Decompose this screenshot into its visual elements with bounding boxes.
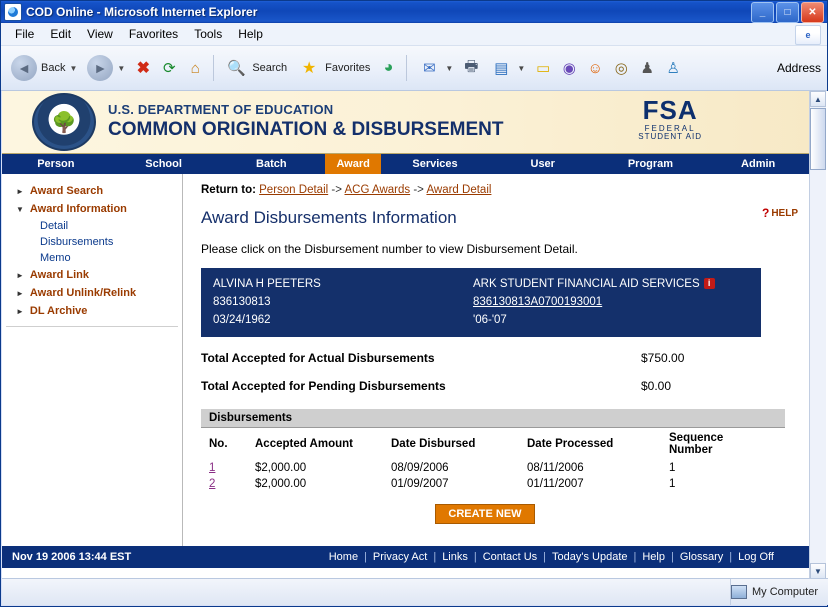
menu-edit[interactable]: Edit bbox=[50, 27, 72, 41]
nav-item-batch[interactable]: Batch bbox=[256, 158, 287, 170]
close-button[interactable]: ✕ bbox=[801, 2, 824, 23]
disbursement-number-link[interactable]: 1 bbox=[209, 462, 216, 475]
menu-view[interactable]: View bbox=[87, 27, 113, 41]
browser-toolbar bbox=[1, 46, 827, 91]
mail-button[interactable] bbox=[413, 50, 457, 86]
total-pending-label: Total Accepted for Pending Disbursements bbox=[201, 379, 446, 394]
cell-no[interactable] bbox=[201, 460, 247, 476]
disbursements-section-title: Disbursements bbox=[201, 409, 785, 428]
department-title bbox=[108, 103, 503, 140]
footer-links bbox=[329, 551, 802, 563]
footer-timestamp: Nov 19 2006 13:44 EST bbox=[12, 551, 132, 563]
col-date-disbursed: Date Disbursed bbox=[391, 438, 476, 451]
disbursement-number-link[interactable]: 2 bbox=[209, 478, 216, 491]
footer-sep: | bbox=[364, 551, 367, 563]
student-ssn: 836130813 bbox=[213, 295, 271, 308]
sidebar-item-award-link[interactable] bbox=[2, 266, 182, 284]
col-accepted-amount: Accepted Amount bbox=[255, 438, 353, 451]
cell-no[interactable] bbox=[201, 476, 247, 492]
col-sequence-number: Sequence Number bbox=[669, 432, 724, 457]
footer-link-log-off[interactable]: Log Off bbox=[738, 551, 774, 563]
scroll-down-arrow-icon[interactable]: ▼ bbox=[810, 563, 826, 579]
footer-link-links[interactable]: Links bbox=[442, 551, 468, 563]
nav-item-admin[interactable]: Admin bbox=[741, 158, 776, 170]
table-row bbox=[201, 460, 769, 476]
history-icon[interactable]: ◕ bbox=[383, 59, 394, 76]
department-seal-icon: 🌳 bbox=[32, 93, 96, 151]
chevron-down-icon[interactable]: ▼ bbox=[517, 63, 526, 73]
award-year: '06-'07 bbox=[473, 313, 507, 326]
sidebar-subitem-detail[interactable]: Detail bbox=[40, 220, 69, 232]
total-actual-value: $750.00 bbox=[641, 351, 685, 366]
chevron-down-icon[interactable]: ▼ bbox=[445, 63, 454, 73]
mail-icon: ✉ bbox=[423, 60, 436, 77]
cell-sequence-number: 1 bbox=[669, 462, 676, 475]
student-info bbox=[213, 276, 473, 329]
magnifier-icon[interactable]: ◎ bbox=[614, 60, 628, 77]
nav-item-award[interactable]: Award bbox=[325, 154, 381, 174]
forward-arrow-icon: ► bbox=[87, 55, 113, 81]
chevron-right-icon: ► bbox=[16, 306, 24, 316]
zone-label: My Computer bbox=[751, 586, 818, 598]
stop-icon[interactable]: ✖ bbox=[136, 60, 151, 77]
award-summary-box bbox=[201, 268, 761, 337]
breadcrumb-person-detail[interactable]: Person Detail bbox=[259, 184, 329, 196]
page-content bbox=[2, 174, 812, 546]
site-footer bbox=[2, 546, 812, 568]
total-pending-value: $0.00 bbox=[641, 379, 672, 394]
chevron-down-icon[interactable]: ▼ bbox=[117, 63, 126, 73]
department-line2: COMMON ORIGINATION & DISBURSEMENT bbox=[108, 118, 504, 140]
chevron-right-icon: ► bbox=[16, 270, 24, 280]
refresh-icon[interactable]: ⟳ bbox=[163, 60, 176, 77]
sidebar-divider bbox=[6, 326, 178, 327]
instruction-text: Please click on the Disbursement number to view Disbursement Detail. bbox=[201, 242, 578, 256]
total-actual-label: Total Accepted for Actual Disbursements bbox=[201, 351, 435, 366]
sidebar-subitem-disbursements[interactable]: Disbursements bbox=[40, 236, 114, 248]
sidebar-item-award-unlink-relink[interactable] bbox=[2, 284, 182, 302]
notes-icon[interactable]: ▭ bbox=[536, 60, 551, 77]
cell-date-processed: 08/11/2006 bbox=[527, 462, 584, 475]
chevron-down-icon: ▼ bbox=[16, 204, 24, 214]
cell-sequence-number: 1 bbox=[669, 478, 676, 491]
award-id-link[interactable]: 836130813A0700193001 bbox=[473, 295, 603, 308]
home-icon[interactable]: ⌂ bbox=[190, 59, 200, 77]
sidebar-label: Award Search bbox=[29, 185, 104, 197]
sidebar-item-dl-archive[interactable] bbox=[2, 302, 182, 320]
footer-sep: | bbox=[543, 551, 547, 563]
status-bar bbox=[2, 578, 828, 605]
student-dob: 03/24/1962 bbox=[213, 313, 271, 326]
chevron-down-icon[interactable]: ▼ bbox=[69, 63, 78, 73]
page-scrollbar[interactable] bbox=[809, 91, 826, 579]
nav-item-program[interactable]: Program bbox=[627, 158, 674, 170]
window-title: COD Online - Microsoft Internet Explorer bbox=[26, 5, 258, 19]
toolbar-separator bbox=[406, 55, 407, 81]
search-label: Search bbox=[252, 62, 288, 74]
minimize-button[interactable]: _ bbox=[751, 2, 774, 23]
breadcrumb-award-detail[interactable]: Award Detail bbox=[426, 184, 492, 196]
cell-accepted-amount: $2,000.00 bbox=[255, 478, 307, 491]
breadcrumb-sep: -> bbox=[413, 184, 424, 196]
cell-date-disbursed: 08/09/2006 bbox=[391, 462, 449, 475]
sidebar-item-award-search[interactable] bbox=[2, 182, 182, 200]
menu-tools[interactable]: Tools bbox=[194, 27, 223, 41]
breadcrumb-sep: -> bbox=[331, 184, 342, 196]
col-date-processed: Date Processed bbox=[527, 438, 614, 451]
security-zone[interactable] bbox=[730, 579, 828, 605]
footer-sep: | bbox=[670, 551, 674, 563]
col-no: No. bbox=[209, 438, 228, 451]
back-label: Back bbox=[41, 62, 66, 74]
school-name: ARK STUDENT FINANCIAL AID SERVICES bbox=[473, 278, 700, 290]
page-title: Award Disbursements Information bbox=[201, 208, 457, 227]
forward-button[interactable] bbox=[83, 50, 129, 86]
school-info bbox=[473, 276, 749, 329]
nav-item-school[interactable]: School bbox=[145, 158, 182, 170]
page-title-row bbox=[201, 206, 798, 242]
school-name-row bbox=[473, 276, 749, 294]
search-button[interactable] bbox=[220, 50, 291, 86]
fsa-sub1: FEDERAL bbox=[644, 124, 696, 133]
edit-button[interactable] bbox=[485, 50, 529, 86]
back-button[interactable] bbox=[7, 50, 81, 86]
nav-item-user[interactable]: User bbox=[530, 158, 555, 170]
breadcrumb-acg-awards[interactable]: ACG Awards bbox=[344, 184, 411, 196]
search-icon: 🔍 bbox=[226, 60, 246, 77]
menu-file[interactable]: File bbox=[15, 27, 35, 41]
total-actual-row bbox=[201, 351, 761, 365]
fsa-sub2: STUDENT AID bbox=[638, 132, 702, 141]
messenger-icon[interactable]: ◉ bbox=[562, 60, 576, 77]
main-panel bbox=[183, 174, 812, 546]
breadcrumb-label: Return to: bbox=[201, 184, 256, 196]
footer-link-help[interactable]: Help bbox=[642, 551, 665, 563]
student-name: ALVINA H PEETERS bbox=[213, 278, 321, 290]
breadcrumb bbox=[201, 184, 798, 196]
chevron-right-icon: ► bbox=[16, 288, 24, 298]
footer-link-todays-update[interactable]: Today's Update bbox=[552, 551, 628, 563]
footer-sep: | bbox=[729, 551, 733, 563]
table-row bbox=[201, 476, 769, 492]
nav-item-services[interactable]: Services bbox=[412, 158, 458, 170]
sidebar-label: Award Link bbox=[29, 269, 90, 281]
title-bar bbox=[1, 1, 827, 23]
maximize-button[interactable]: □ bbox=[776, 2, 799, 23]
table-header-row bbox=[201, 428, 769, 460]
disbursements-table bbox=[201, 428, 769, 492]
scroll-up-arrow-icon[interactable]: ▲ bbox=[810, 91, 826, 107]
primary-nav bbox=[2, 154, 812, 174]
menu-favorites[interactable]: Favorites bbox=[128, 27, 179, 41]
sidebar-item-award-information[interactable] bbox=[2, 200, 182, 218]
sidebar-label: Award Information bbox=[29, 203, 127, 215]
msn-flag-icon[interactable]: e bbox=[795, 25, 821, 45]
footer-sep: | bbox=[633, 551, 637, 563]
person-icon[interactable]: ♟ bbox=[640, 60, 654, 77]
site-banner bbox=[2, 91, 812, 154]
department-line1: U.S. DEPARTMENT OF EDUCATION bbox=[108, 102, 334, 118]
footer-sep: | bbox=[433, 551, 437, 563]
fsa-logo bbox=[638, 97, 702, 141]
footer-link-privacy-act[interactable]: Privacy Act bbox=[372, 551, 428, 563]
address-label: Address bbox=[776, 61, 821, 75]
cell-date-processed: 01/11/2007 bbox=[527, 478, 584, 491]
help-link[interactable] bbox=[762, 206, 798, 220]
footer-link-glossary[interactable]: Glossary bbox=[679, 551, 724, 563]
footer-sep: | bbox=[473, 551, 477, 563]
create-new-button[interactable]: CREATE NEW bbox=[435, 504, 534, 524]
sidebar-subitem-memo[interactable]: Memo bbox=[40, 252, 71, 264]
favorites-button[interactable] bbox=[293, 50, 374, 86]
total-pending-row bbox=[201, 379, 761, 393]
cell-accepted-amount: $2,000.00 bbox=[255, 462, 307, 475]
action-row bbox=[201, 504, 769, 524]
help-label: HELP bbox=[771, 207, 798, 219]
sidebar-label: Award Unlink/Relink bbox=[29, 287, 137, 299]
emoticon-icon[interactable]: ☺ bbox=[587, 59, 603, 77]
computer-icon bbox=[731, 585, 747, 599]
question-mark-icon: ? bbox=[761, 206, 770, 220]
print-icon[interactable]: 🖶 bbox=[464, 57, 479, 75]
people-icon[interactable]: ♙ bbox=[666, 60, 680, 77]
cell-date-disbursed: 01/09/2007 bbox=[391, 478, 449, 491]
scrollbar-thumb[interactable] bbox=[810, 108, 826, 170]
fsa-wordmark: FSA bbox=[642, 95, 698, 125]
nav-item-person[interactable]: Person bbox=[37, 158, 75, 170]
chevron-right-icon: ► bbox=[16, 186, 24, 196]
favorites-label: Favorites bbox=[325, 62, 371, 74]
web-page bbox=[2, 91, 828, 579]
toolbar-separator bbox=[213, 55, 214, 81]
footer-link-home[interactable]: Home bbox=[328, 551, 359, 563]
sidebar-label: DL Archive bbox=[29, 305, 88, 317]
window-controls bbox=[751, 2, 825, 23]
info-badge-icon[interactable]: i bbox=[704, 278, 715, 289]
footer-link-contact-us[interactable]: Contact Us bbox=[482, 551, 538, 563]
menu-help[interactable]: Help bbox=[238, 27, 263, 41]
star-icon: ★ bbox=[302, 60, 317, 77]
ie-icon bbox=[4, 3, 22, 21]
edit-icon: ▤ bbox=[494, 60, 509, 77]
back-arrow-icon: ◄ bbox=[11, 55, 37, 81]
menu-bar bbox=[1, 23, 827, 46]
sidebar bbox=[2, 174, 183, 546]
